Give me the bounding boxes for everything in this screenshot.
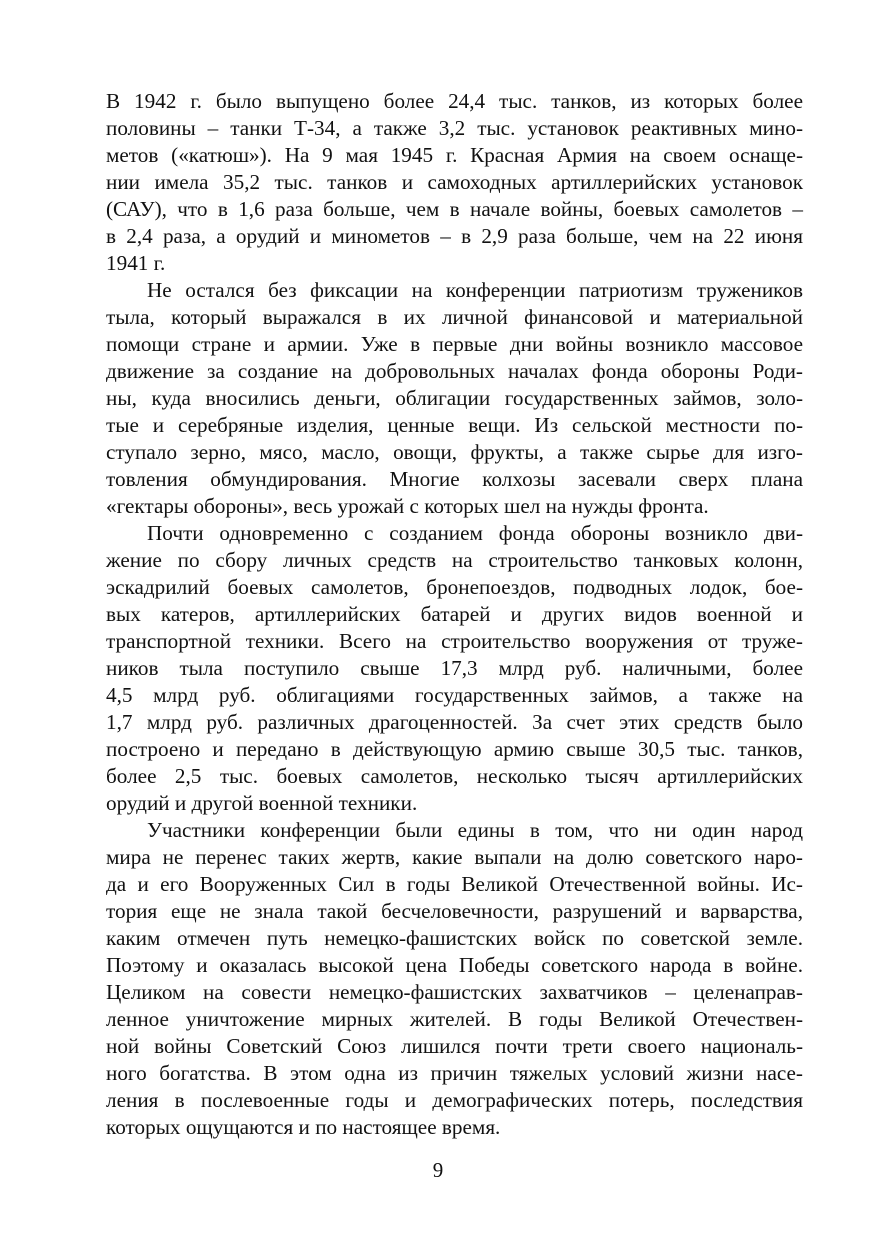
paragraph [106,88,803,277]
text-line: метов («катюш»). На 9 мая 1945 г. Красная Армия на своем оснаще- [106,143,803,167]
text-line: мира не перенес таких жертв, какие выпали на долю советского наро- [106,845,803,869]
text-line: жение по сбору личных средств на строительство танковых колонн, [106,548,803,572]
text-line: каким отмечен путь немецко-фашистских войск по советской земле. [106,926,803,950]
text-line: 1,7 млрд руб. различных драгоценностей. За счет этих средств было [106,710,803,734]
text-line: товления обмундирования. Многие колхозы засевали сверх плана [106,467,803,491]
text-line: 1941 г. [106,251,166,275]
text-line: тыла, который выражался в их личной финансовой и материальной [106,305,803,329]
text-line: которых ощущаются и по настоящее время. [106,1115,501,1139]
paragraph [106,520,803,817]
text-line: «гектары обороны», весь урожай с которых шел на нужды фронта. [106,494,709,518]
text-line: ников тыла поступило свыше 17,3 млрд руб. наличными, более [106,656,803,680]
text-line: транспортной техники. Всего на строительство вооружения от труже- [106,629,803,653]
text-line: эскадрилий боевых самолетов, бронепоездов, подводных лодок, бое- [106,575,803,599]
text-line: нии имела 35,2 тыс. танков и самоходных артиллерийских установок [106,170,803,194]
text-line: тория еще не знала такой бесчеловечности, разрушений и варварства, [106,899,803,923]
text-line: ступало зерно, мясо, масло, овощи, фрукты, а также сырье для изго- [106,440,803,464]
text-line: ны, куда вносились деньги, облигации государственных займов, золо- [106,386,803,410]
text-line: ной войны Советский Союз лишился почти трети своего националь- [106,1034,803,1058]
text-line: вых катеров, артиллерийских батарей и других видов военной и [106,602,803,626]
text-line: тые и серебряные изделия, ценные вещи. Из сельской местности по- [106,413,803,437]
text-line: (САУ), что в 1,6 раза больше, чем в начале войны, боевых самолетов – [106,197,803,221]
paragraph [106,277,803,520]
text-line: помощи стране и армии. Уже в первые дни войны возникло массовое [106,332,803,356]
text-line: орудий и другой военной техники. [106,791,418,815]
page-number: 9 [432,1158,444,1182]
text-line: движение за создание на добровольных началах фонда обороны Роди- [106,359,803,383]
text-line: в 2,4 раза, а орудий и минометов – в 2,9 раза больше, чем на 22 июня [106,224,803,248]
text-line: ленное уничтожение мирных жителей. В годы Великой Отечествен- [106,1007,803,1031]
paragraph [106,817,803,1141]
text-line: ного богатства. В этом одна из причин тяжелых условий жизни насе- [106,1061,803,1085]
text-line: Поэтому и оказалась высокой цена Победы советского народа в войне. [106,953,803,977]
text-line: половины – танки Т-34, а также 3,2 тыс. установок реактивных мино- [106,116,803,140]
text-line: построено и передано в действующую армию свыше 30,5 тыс. танков, [106,737,803,761]
text-line: Не остался без фиксации на конференции патриотизм тружеников [147,278,803,302]
text-line: Участники конференции были едины в том, что ни один народ [147,818,803,842]
text-line: 4,5 млрд руб. облигациями государственных займов, а также на [106,683,803,707]
text-line: Целиком на совести немецко-фашистских захватчиков – целенаправ- [106,980,803,1004]
body-text [106,88,803,1141]
text-line: В 1942 г. было выпущено более 24,4 тыс. танков, из которых более [106,89,803,113]
text-line: ления в послевоенные годы и демографических потерь, последствия [106,1088,803,1112]
text-line: более 2,5 тыс. боевых самолетов, несколько тысяч артиллерийских [106,764,803,788]
text-line: Почти одновременно с созданием фонда обороны возникло дви- [147,521,803,545]
text-line: да и его Вооруженных Сил в годы Великой Отечественной войны. Ис- [106,872,803,896]
